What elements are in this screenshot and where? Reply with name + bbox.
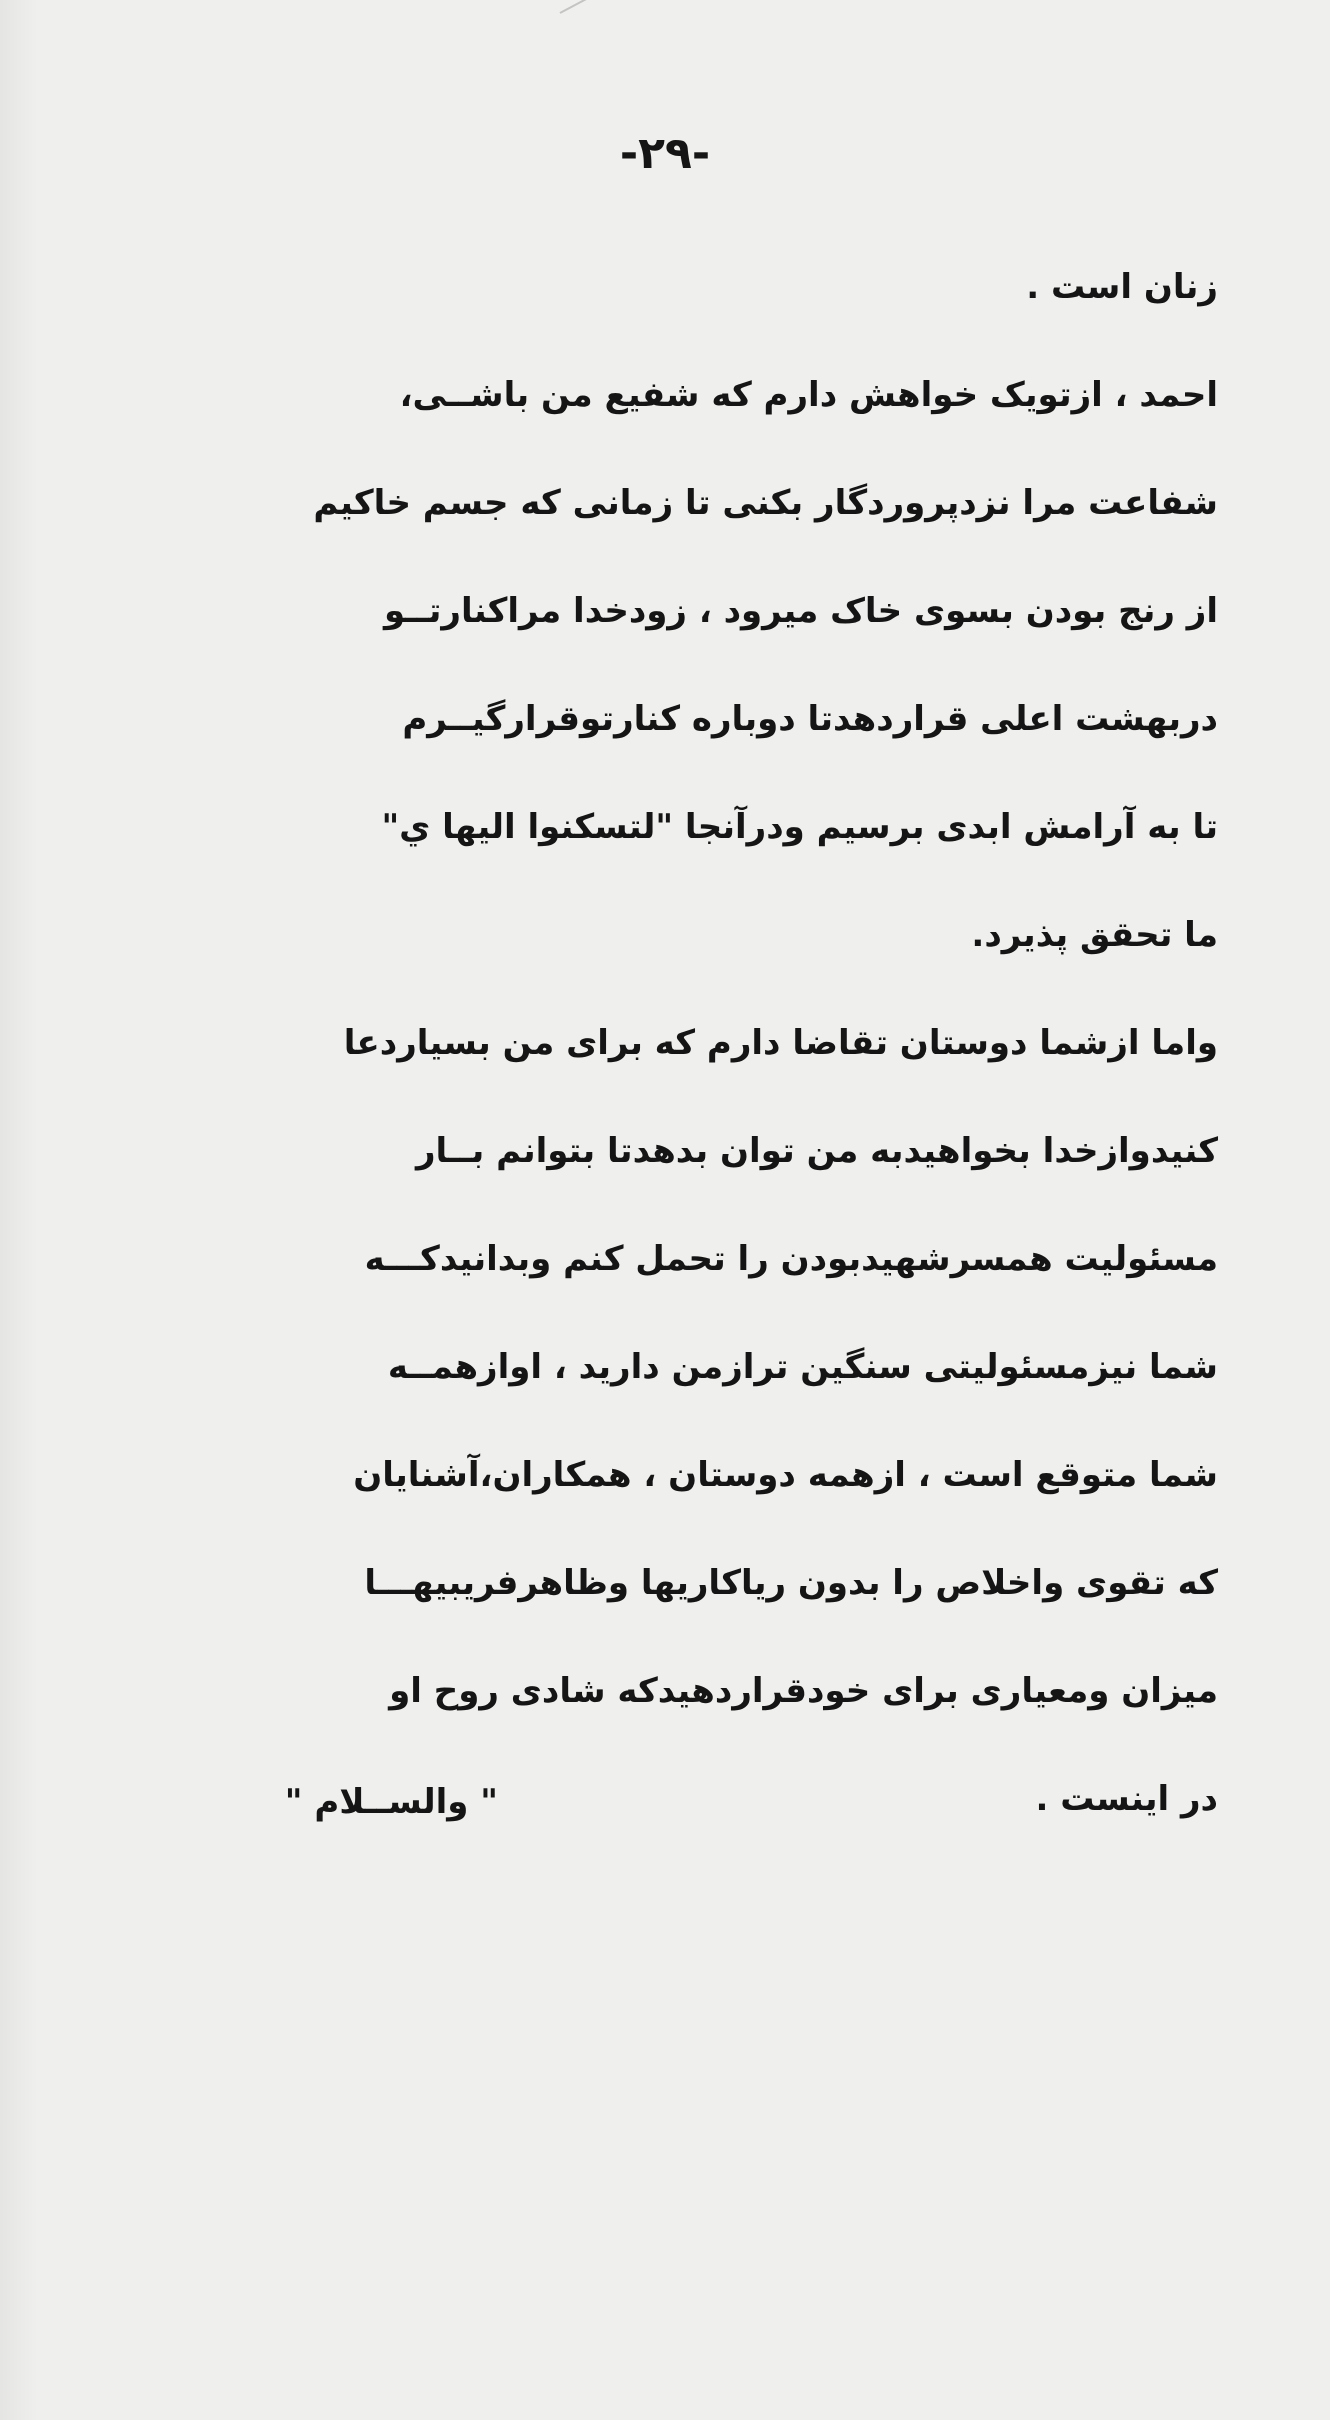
text-line: مسئولیت همسرشهیدبودن را تحمل کنم وبدانیدکـــه [364,1239,1218,1279]
text-line: زنان است . [1026,267,1218,307]
closing-salutation: " والســلام " [284,1782,498,1822]
text-line: شفاعت مرا نزدپروردگار بکنی تا زمانی که جسم خاکیم [313,483,1218,523]
letter-text-block [98,250,1218,1870]
page-number: -۲۹- [619,128,711,179]
text-line: تا به آرامش ابدی برسیم ودرآنجا "لتسکنوا الیها ي" [381,807,1218,847]
text-line: از رنج بودن بسوی خاک میرود ، زودخدا مراکنارتــو [384,591,1218,631]
text-line: دربهشت اعلی قراردهدتا دوباره کنارتوقرارگیــرم [402,699,1218,739]
text-line: واما ازشما دوستان تقاضا دارم که برای من بسیاردعا [343,1023,1218,1063]
text-line: شما متوقع است ، ازهمه دوستان ، همکاران،آشنایان [353,1455,1218,1495]
text-line: میزان ومعیاری برای خودقراردهیدکه شادی روح او [389,1671,1218,1711]
text-line: ما تحقق پذیرد. [971,915,1218,955]
text-line: شما نیزمسئولیتی سنگین ترازمن دارید ، اوازهمــه [387,1347,1218,1387]
text-line: کنیدوازخدا بخواهیدبه من توان بدهدتا بتوانم بــار [415,1131,1218,1171]
paper-crease [560,0,640,14]
text-line: احمد ، ازتویک خواهش دارم که شفیع من باشــی، [399,375,1218,415]
text-line: که تقوی واخلاص را بدون ریاکاریها وظاهرفریبیهـــا [364,1563,1218,1603]
page-edge-shadow [0,0,38,2420]
text-line: در اینست . [1035,1779,1218,1819]
